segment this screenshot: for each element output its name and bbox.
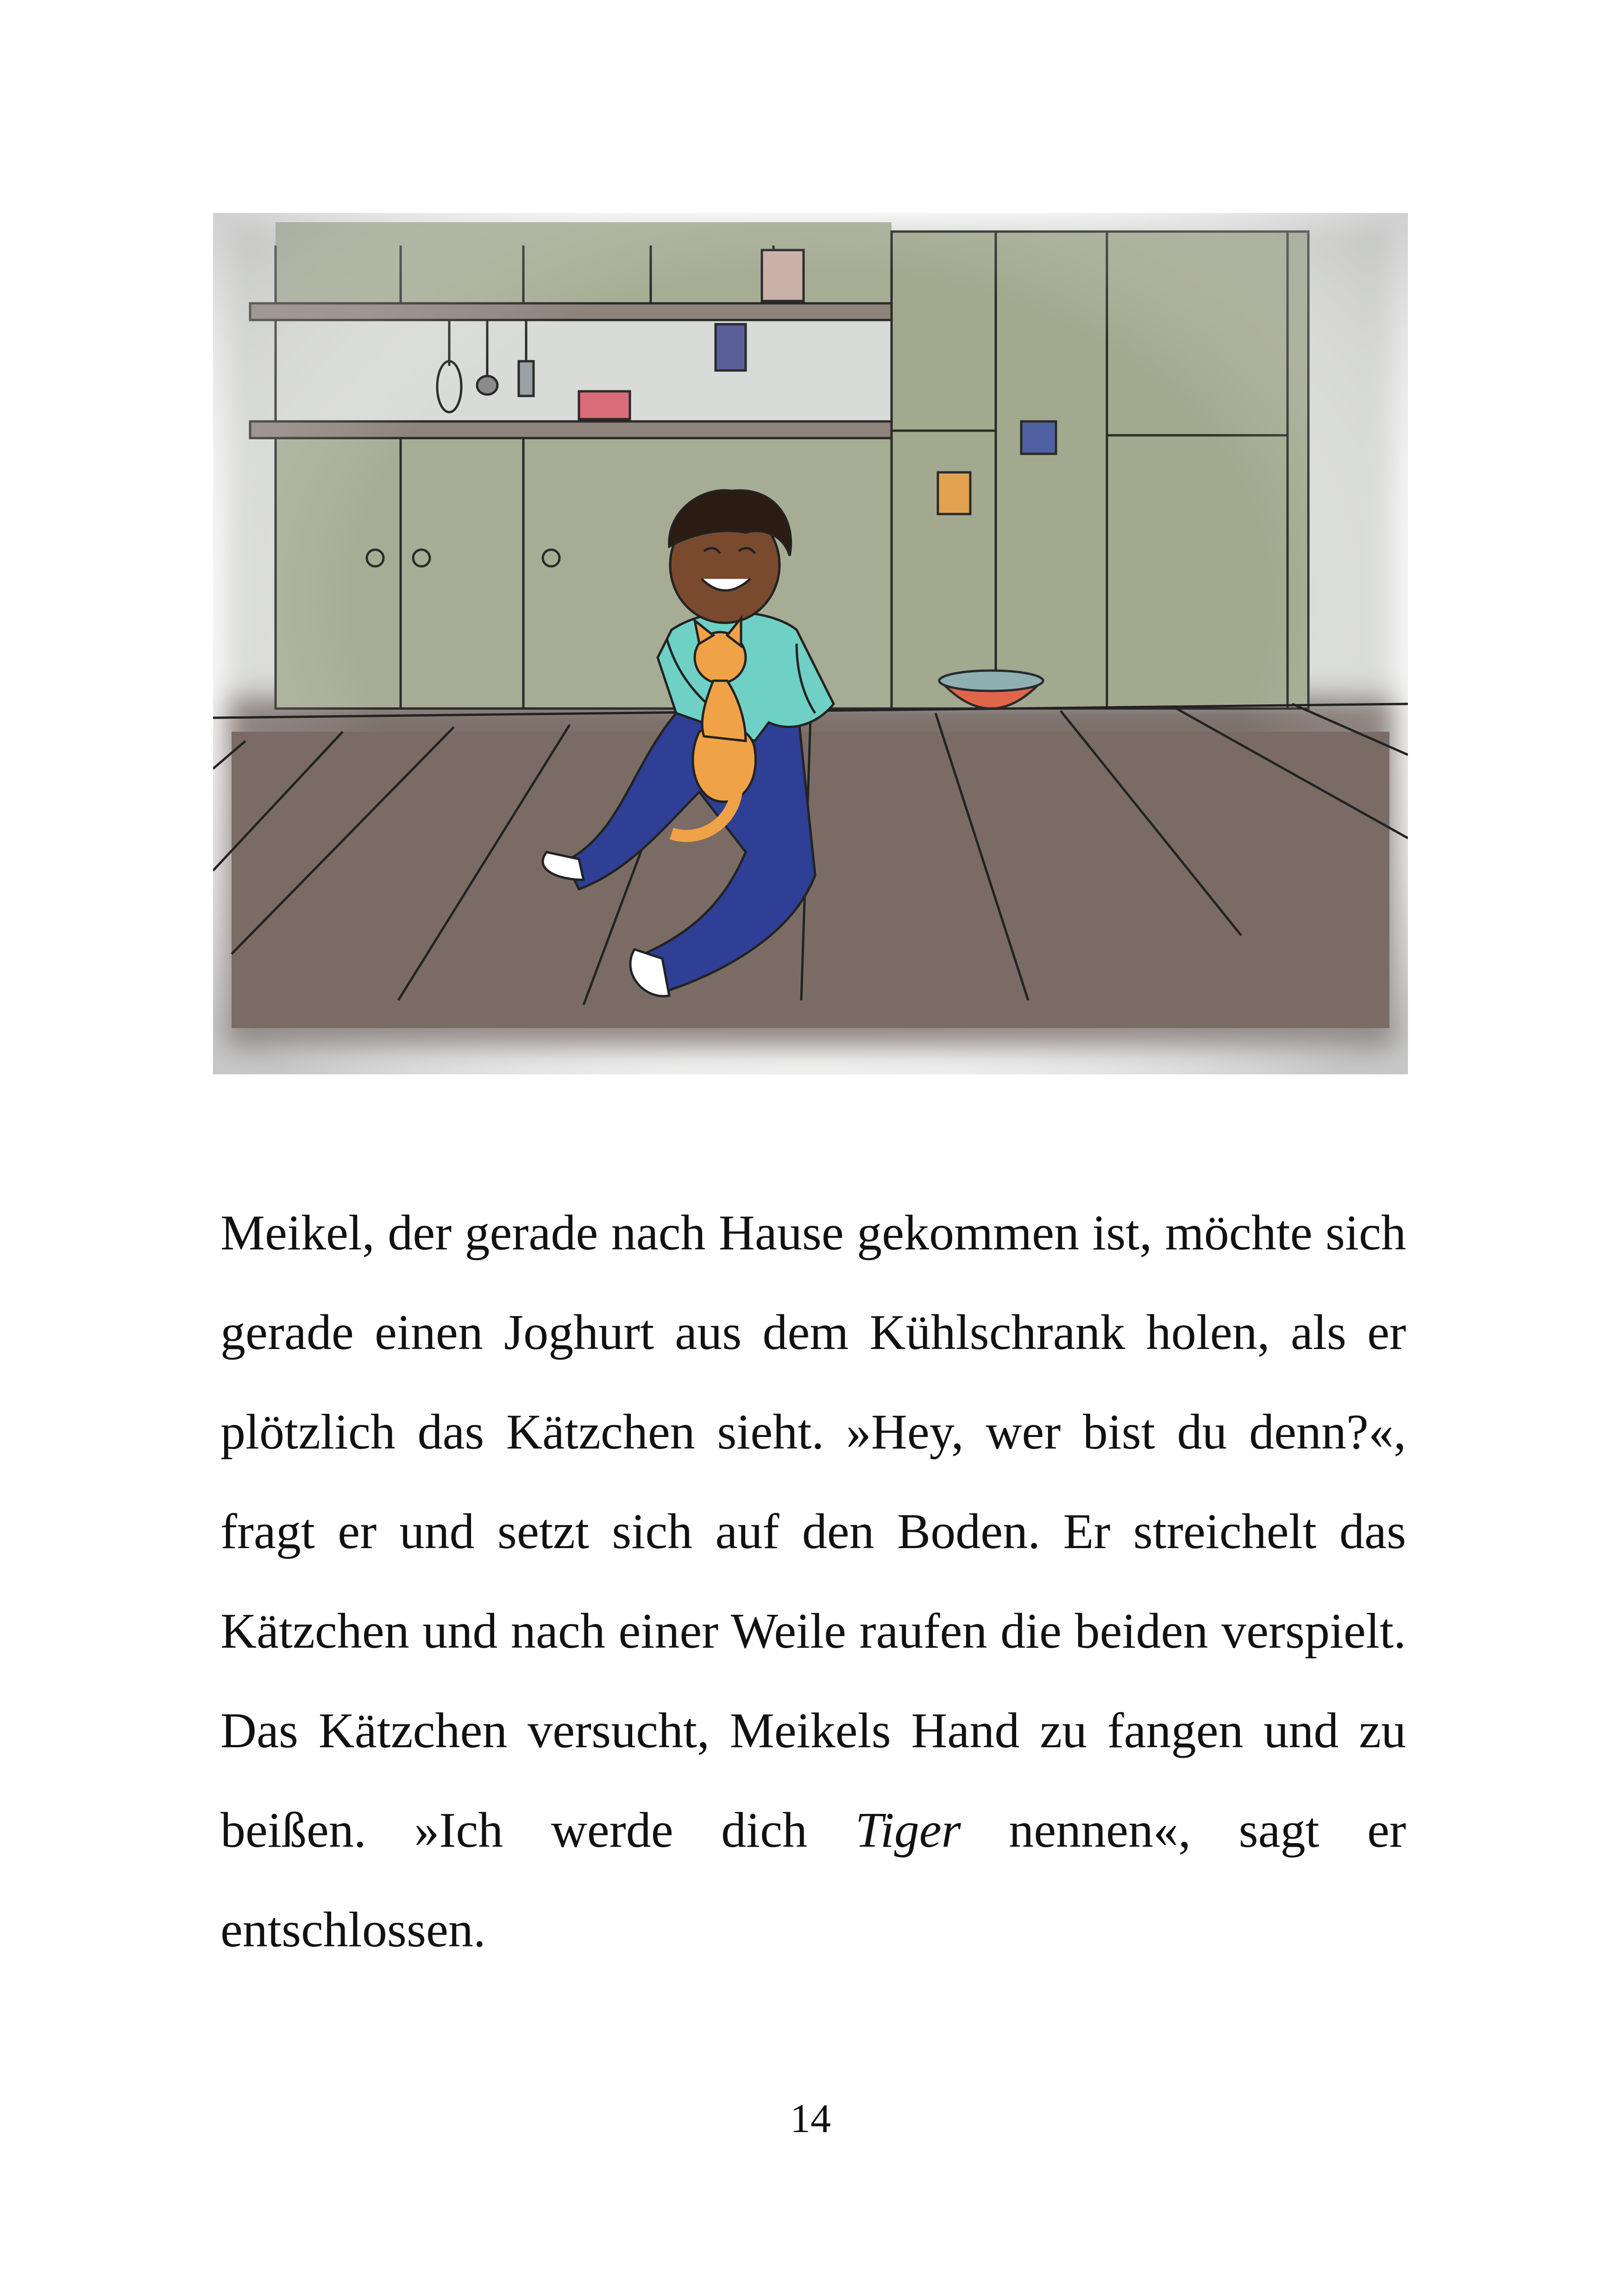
story-emphasis-name: Tiger [855, 1803, 961, 1858]
story-paragraph [220, 1183, 1406, 1980]
story-text-part2: nennen«, sagt er entschlossen. [220, 1803, 1406, 1957]
illustration-kitchen-boy-kitten [213, 213, 1408, 1074]
story-text-part1: Meikel, der gerade nach Hause gekommen ist, möchte sich gerade einen Joghurt aus dem Kühlschrank holen, als er plötzlich das Kätzchen sieht. »Hey, wer bist du denn?«, fragt er und setzt sich auf den Boden. Er streichelt das Kätzchen und nach einer Weile raufen die beiden verspielt. Das Kätzchen versucht, Meikels Hand zu fangen und zu beißen. »Ich werde dich [220, 1205, 1406, 1858]
page-number: 14 [790, 2096, 831, 2141]
kitchen-scene [213, 213, 1408, 1074]
